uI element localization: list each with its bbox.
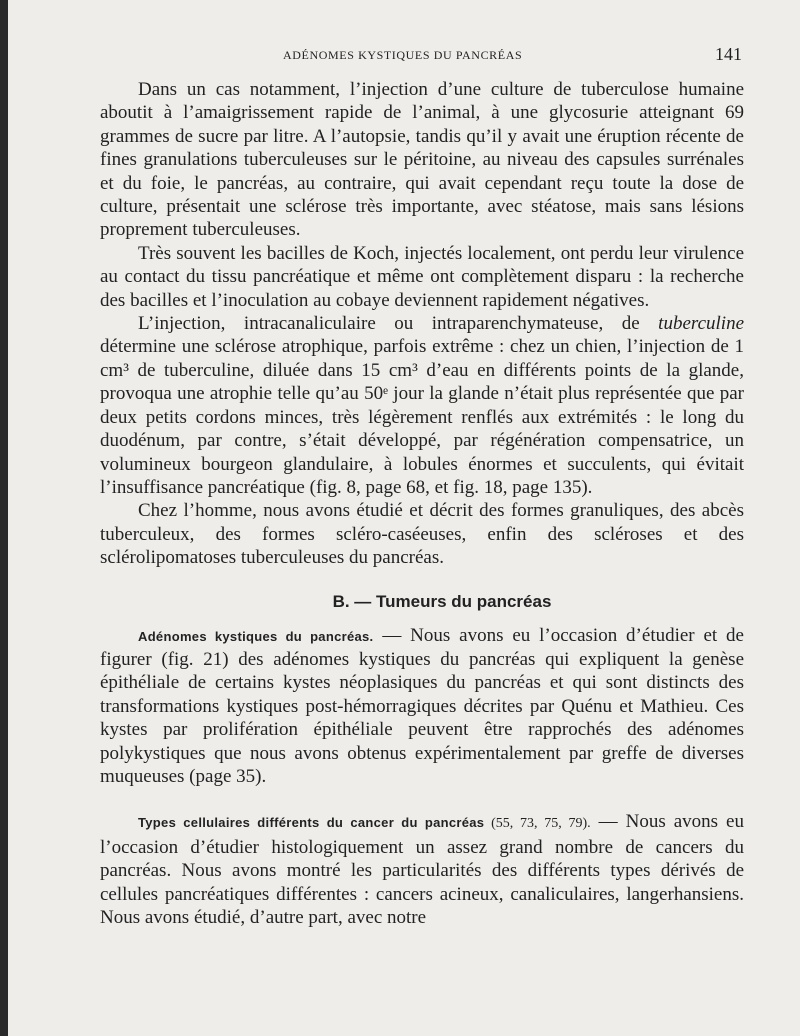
- paragraph-5-text: — Nous avons eu l’occasion d’étudier et de figurer (fig. 21) des adénomes kystiques du pancréas qui expliquent la genèse épithéliale de certains kystes néoplasiques du pancréas et qui sont distincts des transformations kystiques post-hémorragiques décrites par Quénu et Mathieu. Ces kystes par prolifération épithéliale peuvent être rapprochés des adénomes polykystiques que nous avons obtenus expérimentalement par greffe de diverses muqueuses (page 35).: [100, 624, 744, 787]
- book-page: [8, 0, 800, 1036]
- tuberculine-italic: tuberculine: [658, 313, 744, 335]
- paragraph-3: [100, 312, 744, 499]
- run-in-heading-types: Types cellulaires différents du cancer du pancréas: [138, 815, 485, 831]
- paragraph-2: Très souvent les bacilles de Koch, injectés localement, ont perdu leur virulence au contact du tissu pancréatique et même ont complètement disparu : la recherche des bacilles et l’inoculation au cobaye deviennent rapidement négatives.: [100, 242, 744, 311]
- run-in-heading-adenomes: Adénomes kystiques du pancréas.: [138, 628, 374, 644]
- page-number: 141: [715, 44, 742, 64]
- running-head: ADÉNOMES KYSTIQUES DU PANCRÉAS: [283, 48, 523, 62]
- paragraph-5: [100, 624, 744, 789]
- page-header: [98, 44, 748, 68]
- paragraph-6-refs: (55, 73, 75, 79).: [484, 816, 591, 832]
- paragraph-3-start: L’injection, intracanaliculaire ou intraparenchymateuse, de: [138, 313, 659, 335]
- paragraph-3-rest: détermine une sclérose atrophique, parfois extrême : chez un chien, l’injection de 1 cm³ de tuberculine, diluée dans 15 cm³ d’eau en différents points de la glande, provoqua une atrophie telle qu’au 50ᵉ jour la glande n’était plus représentée que par deux petits cordons minces, très légèrement renflés aux extrémités : le long du duodénum, par contre, s’était développé, par régénération compensatrice, un volumineux bourgeon glandulaire, à lobules énormes et succulents, qui évitait l’insuffisance pancréatique (fig. 8, page 68, et fig. 18, page 135).: [100, 336, 744, 498]
- section-heading: B. — Tumeurs du pancréas: [332, 591, 552, 611]
- paragraph-6-text: — Nous avons eu l’occasion d’étudier histologiquement un assez grand nombre de cancers du pancréas. Nous avons montré les particularités des différents types dérivés de cellules pancréatiques différentes : cancers acineux, canaliculaires, langerhansiens. Nous avons étudié, d’autre part, avec notre: [100, 811, 744, 928]
- body-text: [100, 78, 744, 929]
- paragraph-1: Dans un cas notamment, l’injection d’une culture de tuberculose humaine aboutit à l’amaigrissement rapide de l’animal, à une glycosurie atteignant 69 grammes de sucre par litre. A l’autopsie, tandis qu’il y avait une éruption récente de fines granulations tuberculeuses sur le péritoine, au niveau des capsules surrénales et du foie, le pancréas, au contraire, qui avait cependant reçu toute la dose de culture, présentait une sclérose très importante, avec stéatose, mais sans lésions proprement tuberculeuses.: [100, 79, 744, 241]
- paragraph-4: Chez l’homme, nous avons étudié et décrit des formes granuliques, des abcès tuberculeux, des formes scléro-caséeuses, enfin des scléroses et des sclérolipomatoses tuberculeuses du pancréas.: [100, 500, 744, 569]
- paragraph-6: [100, 810, 744, 929]
